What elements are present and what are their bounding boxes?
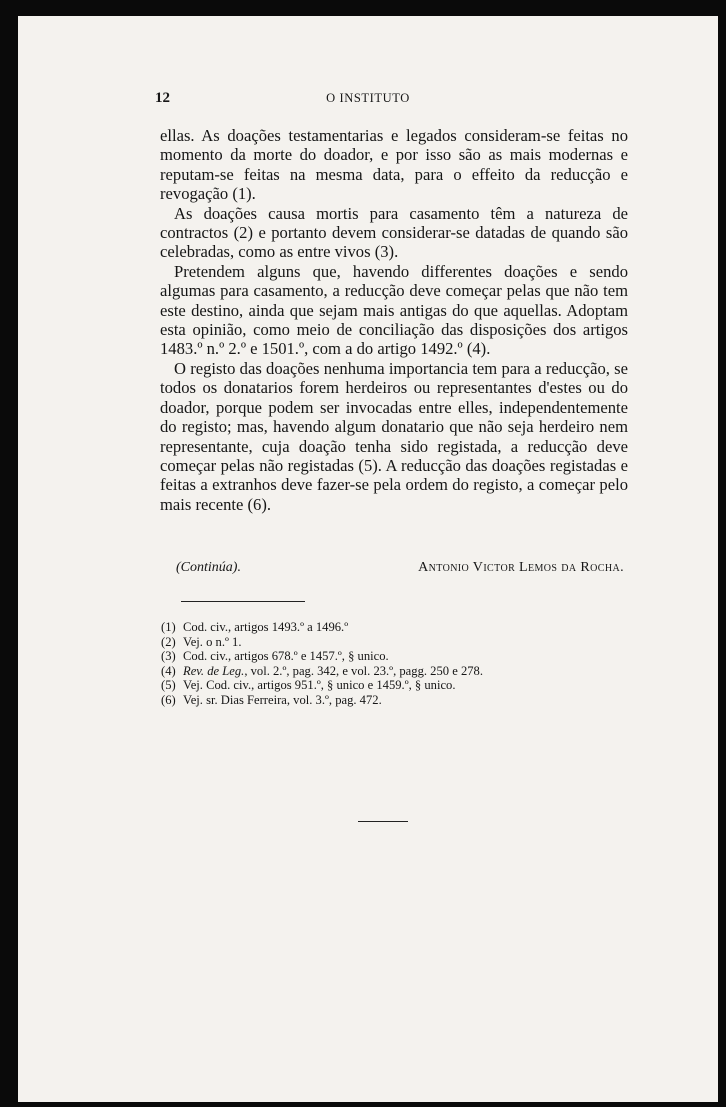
footnote — [161, 678, 621, 693]
footnote-text: Vej. o n.º 1. — [183, 634, 242, 649]
footnote-marker: (5) — [161, 678, 176, 693]
footnote-marker: (1) — [161, 620, 176, 634]
author-signature: Antonio Victor Lemos da Rocha. — [418, 560, 624, 575]
running-header — [18, 90, 718, 112]
footnote — [161, 649, 621, 664]
footnote-marker: (3) — [161, 649, 176, 664]
continued-note: (Continúa). — [176, 560, 241, 575]
footnote-text: Cod. civ., artigos 1493.º a 1496.º — [183, 620, 349, 634]
footnote-text: Vej. sr. Dias Ferreira, vol. 3.º, pag. 472. — [183, 692, 382, 707]
end-divider — [358, 821, 408, 822]
paragraph: As doações causa mortis para casamento têm a natureza de contractos (2) e portanto devem considerar-se datadas de quando são celebradas, como as entre vivos (3). — [160, 203, 628, 262]
footnote — [161, 620, 621, 635]
footnote — [161, 693, 621, 708]
footnote-marker: (6) — [161, 692, 176, 707]
footnote-text — [183, 664, 483, 679]
paragraph: Pretendem alguns que, havendo differentes doações e sendo algumas para casamento, a reducção deve começar pelas que não tem este destino, ainda que sejam mais antigas do que aquellas. Adoptam esta opinião, como meio de conciliação das disposições dos artigos 1483.º n.º 2.º e 1501.º, com a do artigo 1492.º (4). — [160, 261, 628, 359]
footnote — [161, 664, 621, 679]
footnote — [161, 635, 621, 650]
footnote-text-rest: , vol. 2.º, pag. 342, e vol. 23.º, pagg. 250 e 278. — [244, 663, 483, 678]
footnotes — [161, 620, 621, 708]
paragraph: ellas. As doações testamentarias e legados consideram-se feitas no momento da morte do doador, e por isso são as mais modernas e reputam-se feitas na mesma data, para o effeito da reducção e revogação (1). — [160, 126, 628, 204]
footnote-marker: (2) — [161, 634, 176, 649]
footnote-text: Cod. civ., artigos 678.º e 1457.º, § unico. — [183, 649, 389, 664]
body-text — [160, 126, 628, 514]
footnote-divider — [181, 601, 305, 602]
signature-line — [176, 560, 624, 582]
footnote-text: Vej. Cod. civ., artigos 951.º, § unico e 1459.º, § unico. — [183, 678, 456, 693]
paragraph: O registo das doações nenhuma importancia tem para a reducção, se todos os donatarios forem herdeiros ou representantes d'estes ou do doador, porque podem ser invocadas entre elles, independentemente do registo; mas, havendo algum donatario que não seja herdeiro nem representante, cuja doação tenha sido registada, a reducção deve começar pelas não registadas (5). A reducção das doações registadas e feitas a extranhos deve fazer-se pela ordem do registo, a começar pelo mais recente (6). — [160, 358, 628, 514]
footnote-journal-title: Rev. de Leg. — [183, 663, 245, 678]
page-number: 12 — [155, 90, 170, 106]
journal-title: O INSTITUTO — [326, 91, 410, 105]
footnote-marker: (4) — [161, 663, 176, 678]
document-page — [18, 16, 718, 1102]
